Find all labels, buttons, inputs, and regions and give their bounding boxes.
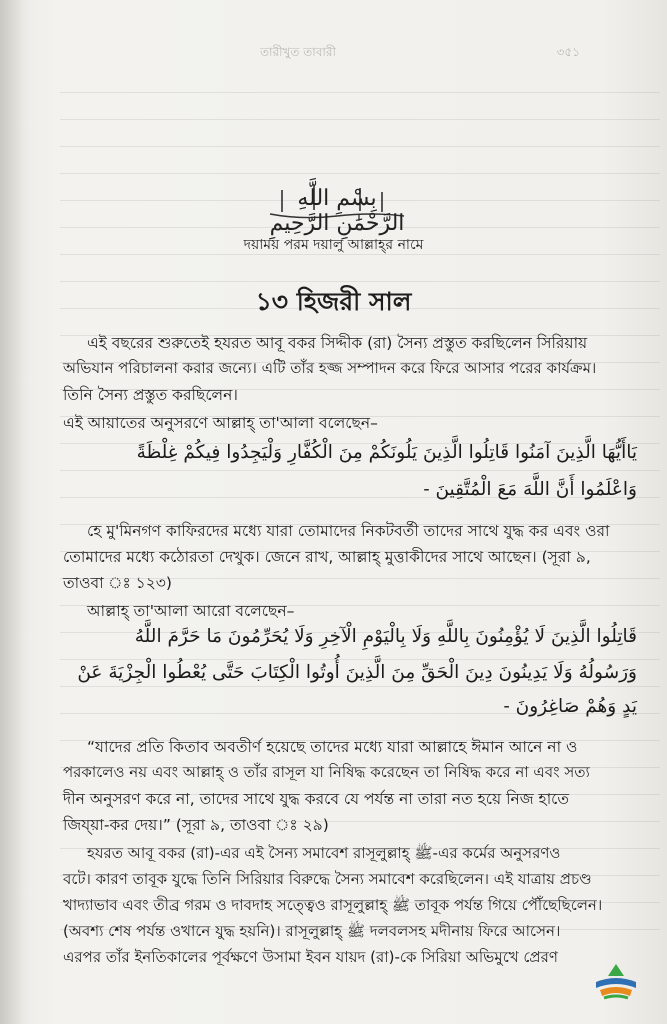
paragraph-line: এরপর তাঁর ইনতিকালের পূর্বক্ষণে উসামা ইবন যায়দ (রা)-কে সিরিয়া অভিমুখে প্রেরণ (63, 948, 558, 966)
page-number: ৩৫১ (556, 45, 580, 59)
paragraph-line: (অবশ্য শেষ পর্যন্ত ওখানে যুদ্ধ হয়নি)। রাসূলুল্লাহ্ ﷺ দলবলসহ মদীনায় ফিরে আসেন। (63, 922, 561, 940)
paragraph-line: এই বছরের শুরুতেই হযরত আবূ বকর সিদ্দীক (রা) সৈন্য প্রস্তুত করছিলেন সিরিয়ায় (87, 334, 588, 352)
arabic-verse-line: وَرَسُولُهُ وَلَا يَدِينُونَ دِينَ الْحَقِّ مِنَ الَّذِينَ أُوتُوا الْكِتَابَ حَتَّى يُعْطُوا الْجِزْيَةَ عَنْ (77, 662, 637, 683)
arabic-verse-line: يَاأَيُّهَا الَّذِينَ آمَنُوا قَاتِلُوا الَّذِينَ يَلُونَكُمْ مِنَ الْكُفَّارِ وَلْيَجِدُوا فِيكُمْ غِلْظَةً (136, 442, 637, 463)
translation-line: তাওবা ঃ ১২৩) (63, 574, 172, 592)
bismillah-text: بِسْمِ اللَّهِ الرَّحْمَٰنِ الرَّحِيمِ (269, 186, 405, 236)
translation-line: হে মু'মিনগণ কাফিরদের মধ্যে যারা তোমাদের নিকটবর্তী তাদের সাথে যুদ্ধ কর এবং ওরা (87, 522, 610, 540)
paragraph-line: খাদ্যাভাব এবং তীব্র গরম ও দাবদাহ সত্ত্বেও রাসূলুল্লাহ্ ﷺ তাবূক পর্যন্ত গিয়ে পৌঁছেছিলেন। (63, 896, 603, 914)
paragraph-line: হযরত আবূ বকর (রা)-এর এই সৈন্য সমাবেশ রাসূলুল্লাহ্ ﷺ-এর কর্মের অনুসরণও (87, 844, 561, 862)
paragraph-line: তিনি সৈন্য প্রস্তুত করছিলেন। (63, 386, 238, 404)
arabic-verse-line: يَدٍ وَهُمْ صَاغِرُونَ - (503, 696, 637, 717)
running-title: তারীখুত তাবারী (260, 45, 336, 59)
bismillah-calligraphy (262, 180, 412, 236)
quote-line: জিয্য়া-কর দেয়।” (সূরা ৯, তাওবা ঃ ২৯) (63, 816, 329, 834)
quote-line: “যাদের প্রতি কিতাব অবতীর্ণ হয়েছে তাদের মধ্যে যারা আল্লাহে ঈমান আনে না ও (87, 738, 578, 756)
publisher-logo-icon (590, 960, 642, 1004)
page-title: ১৩ হিজরী সাল (255, 287, 412, 316)
translation-line: তোমাদের মধ্যে কঠোরতা দেখুক। জেনে রাখ, আল্লাহ্ মুত্তাকীদের সাথে আছেন। (সূরা ৯, (63, 548, 591, 566)
paragraph-line: এই আয়াতের অনুসরণে আল্লাহ্ তা'আলা বলেছেন– (63, 414, 378, 432)
paragraph-line: আল্লাহ্ তা'আলা আরো বলেছেন– (87, 602, 295, 620)
arabic-verse-line: وَاعْلَمُوا أَنَّ اللَّهَ مَعَ الْمُتَّقِينَ - (423, 479, 637, 500)
quote-line: পরকালেও নয় এবং আল্লাহ্ ও তাঁর রাসূল যা নিষিদ্ধ করেছেন তা নিষিদ্ধ করে না এবং সত্য (63, 763, 590, 781)
quote-line: দীন অনুসরণ করে না, তাদের সাথে যুদ্ধ করবে যে পর্যন্ত না তারা নত হয়ে নিজ হাতে (63, 790, 570, 808)
paragraph-line: অভিযান পরিচালনা করার জন্যে। এটি তাঁর হজ্জ সম্পাদন করে ফিরে আসার পরের কার্যক্রম। (63, 359, 597, 377)
subtitle: দয়াময় পরম দয়ালু আল্লাহ্‌র নামে (243, 237, 424, 253)
arabic-verse-line: قَاتِلُوا الَّذِينَ لَا يُؤْمِنُونَ بِاللَّهِ وَلَا بِالْيَوْمِ الْآخِرِ وَلَا يُحَرِّمُونَ مَا حَرَّمَ اللَّهُ (134, 626, 637, 647)
paragraph-line: বটে। কারণ তাবূক যুদ্ধে তিনি সিরিয়ার বিরুদ্ধে সৈন্য সমাবেশ করেছিলেন। এই যাত্রায় প্রচণ্ড (63, 870, 592, 888)
